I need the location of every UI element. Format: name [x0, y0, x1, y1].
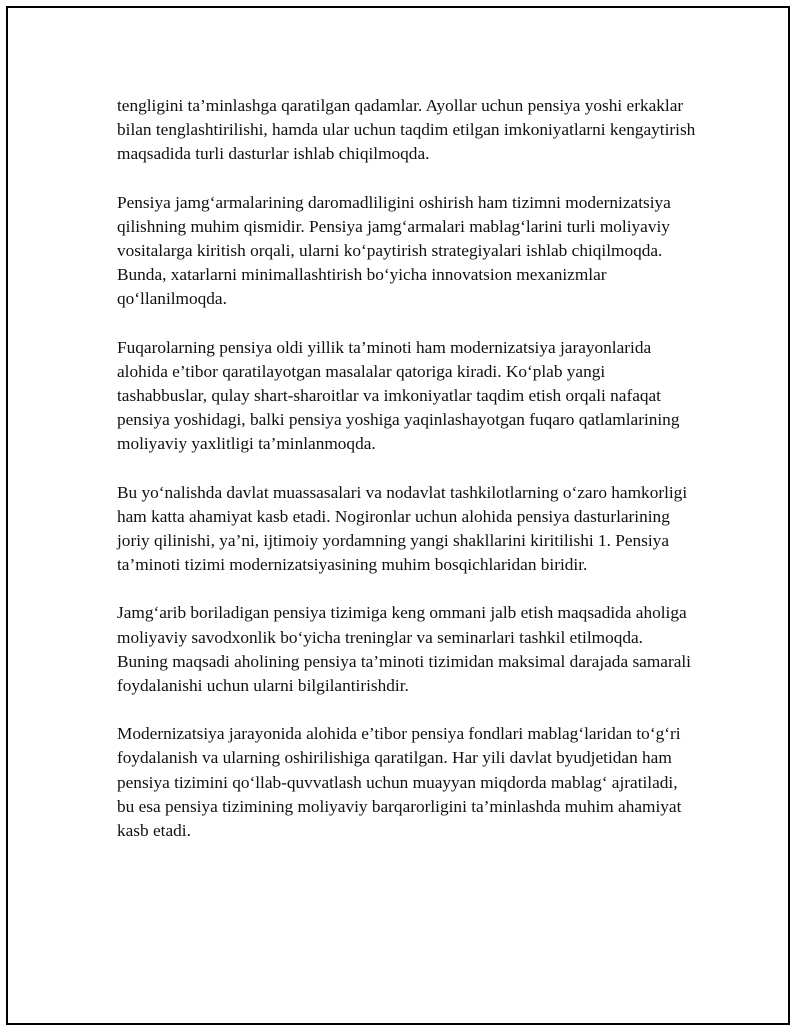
document-body — [117, 94, 697, 867]
paragraph-5: Jamg‘arib boriladigan pensiya tizimiga keng ommani jalb etish maqsadida aholiga moliyaviy savodxonlik bo‘yicha treninglar va seminarlari tashkil etilmoqda. Buning maqsadi aholining pensiya ta’minoti tizimidan maksimal darajada samarali foydalanishi uchun ularni bilgilantirishdir. — [117, 603, 691, 696]
paragraph-3: Fuqarolarning pensiya oldi yillik ta’minoti ham modernizatsiya jarayonlarida alohida e’tibor qaratilayotgan masalalar qatoriga kiradi. Ko‘plab yangi tashabbuslar, qulay shart-sharoitlar va imkoniyatlar taqdim etish orqali nafaqat pensiya yoshidagi, balki pensiya yoshiga yaqinlashayotgan fuqaro qatlamlarining moliyaviy yaxlitligi ta’minlanmoqda. — [117, 337, 680, 454]
paragraph-4: Bu yo‘nalishda davlat muassasalari va nodavlat tashkilotlarning o‘zaro hamkorligi ham katta ahamiyat kasb etadi. Nogironlar uchun alohida pensiya dasturlarining joriy qilinishi, ya’ni, ijtimoiy yordamning yangi shakllarini kiritilishi 1. Pensiya ta’minoti tizimi modernizatsiyasining muhim bosqichlaridan biridir. — [117, 482, 688, 575]
paragraph-1: tengligini ta’minlashga qaratilgan qadamlar. Ayollar uchun pensiya yoshi erkaklar bilan tenglashtirilishi, hamda ular uchun taqdim etilgan imkoniyatlarni kengaytirish maqsadida turli dasturlar ishlab chiqilmoqda. — [117, 96, 696, 164]
paragraph-2: Pensiya jamg‘armalarining daromadliligini oshirish ham tizimni modernizatsiya qilishning muhim qismidir. Pensiya jamg‘armalari mablag‘larini turli moliyaviy vositalarga kiritish orqali, ularni ko‘paytirish strategiyalari ishlab chiqilmoqda. Bunda, xatarlarni minimallashtirish bo‘yicha innovatsion mexanizmlar qo‘llanilmoqda. — [117, 192, 671, 309]
paragraph-6: Modernizatsiya jarayonida alohida e’tibor pensiya fondlari mablag‘laridan to‘g‘ri foydalanish va ularning oshirilishiga qaratilgan. Har yili davlat byudjetidan ham pensiya tizimini qo‘llab-quvvatlash uchun muayyan miqdorda mablag‘ ajratiladi, bu esa pensiya tizimining moliyaviy barqarorligini ta’minlashda muhim ahamiyat kasb etadi. — [117, 724, 682, 841]
